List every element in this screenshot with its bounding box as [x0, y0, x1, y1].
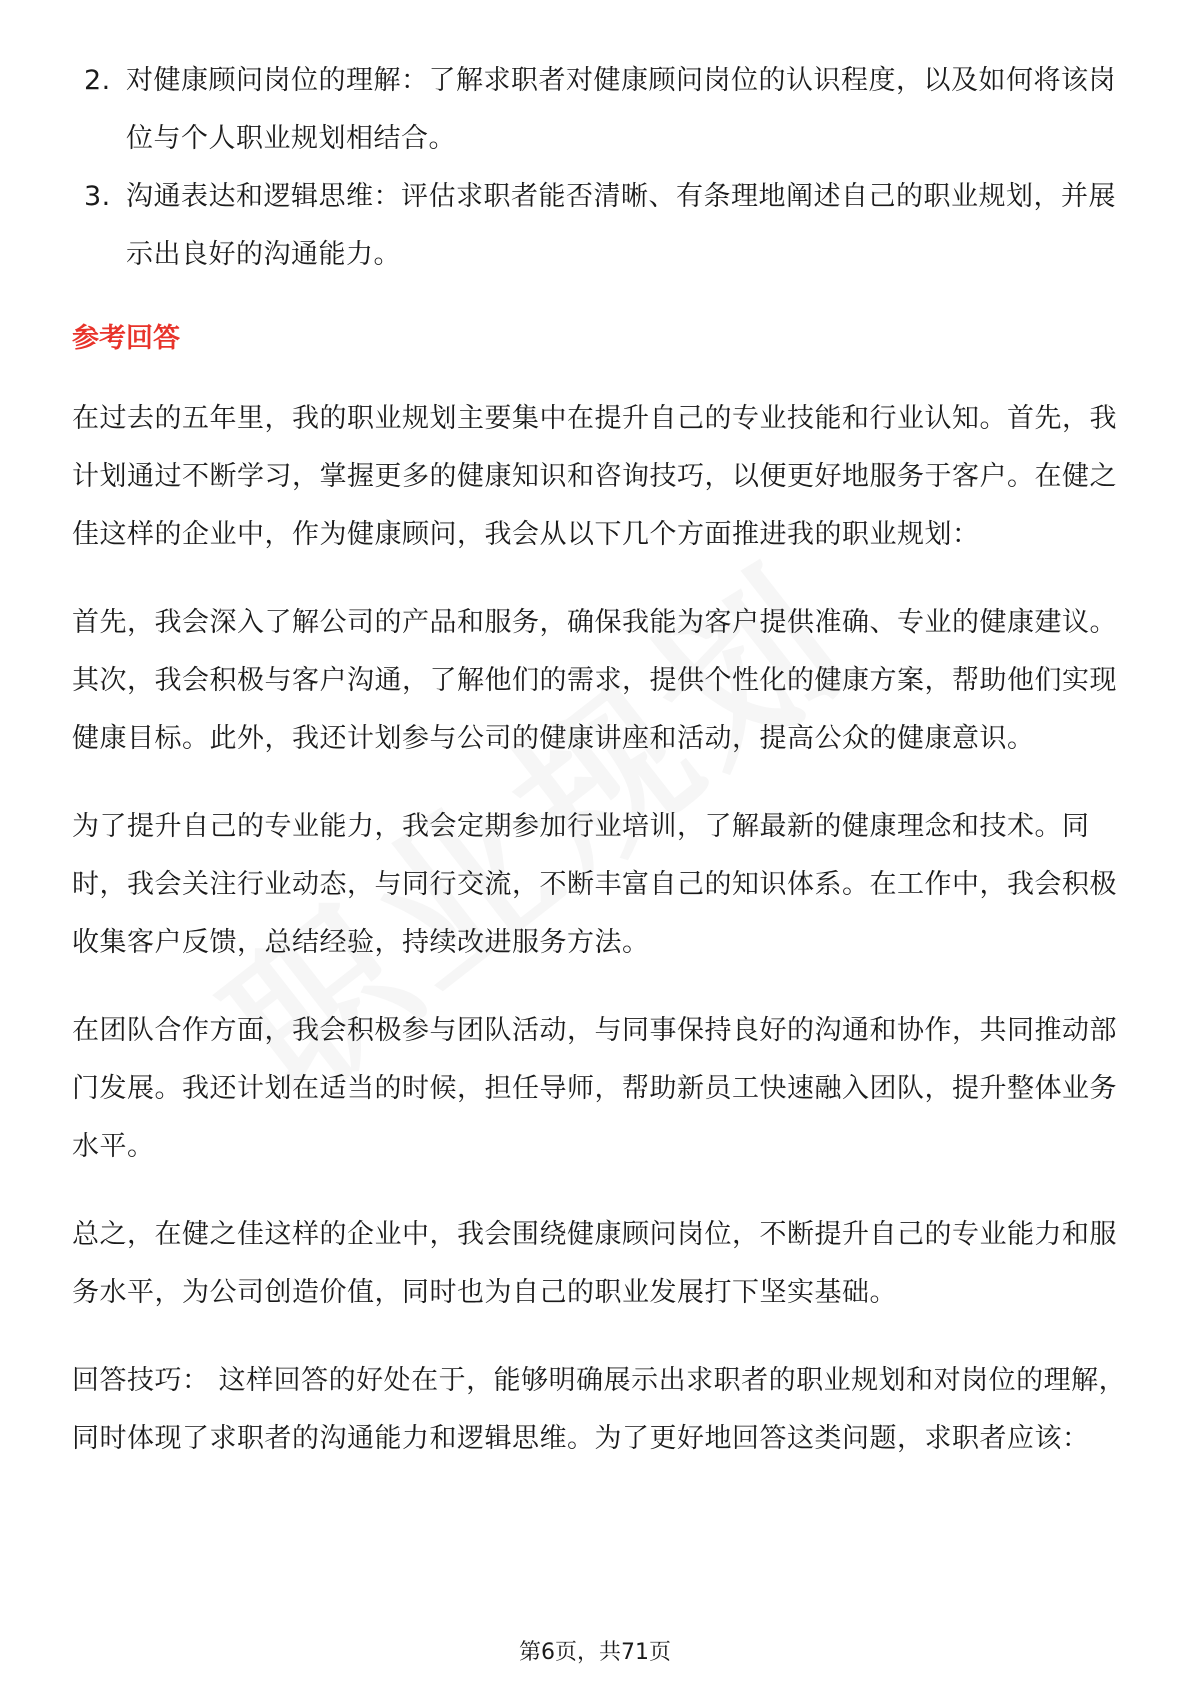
list-item: [72, 52, 1130, 168]
paragraph: 总之，在健之佳这样的企业中，我会围绕健康顾问岗位，不断提升自己的专业能力和服务水平，为公司创造价值，同时也为自己的职业发展打下坚实基础。: [72, 1219, 1117, 1308]
list-item-number: 3.: [84, 181, 111, 212]
paragraph: 在团队合作方面，我会积极参与团队活动，与同事保持良好的沟通和协作，共同推动部门发展。我还计划在适当的时候，担任导师，帮助新员工快速融入团队，提升整体业务水平。: [72, 1015, 1117, 1162]
paragraph: 回答技巧： 这样回答的好处在于，能够明确展示出求职者的职业规划和对岗位的理解，同时体现了求职者的沟通能力和逻辑思维。为了更好地回答这类问题，求职者应该：: [72, 1365, 1127, 1454]
list-item: [72, 168, 1130, 284]
paragraph: 首先，我会深入了解公司的产品和服务，确保我能为客户提供准确、专业的健康建议。其次，我会积极与客户沟通，了解他们的需求，提供个性化的健康方案，帮助他们实现健康目标。此外，我还计划参与公司的健康讲座和活动，提高公众的健康意识。: [72, 607, 1117, 754]
section-title: 参考回答: [72, 323, 180, 354]
paragraph: 在过去的五年里，我的职业规划主要集中在提升自己的专业技能和行业认知。首先，我计划通过不断学习，掌握更多的健康知识和咨询技巧，以便更好地服务于客户。在健之佳这样的企业中，作为健康顾问，我会从以下几个方面推进我的职业规划：: [72, 403, 1117, 550]
paragraph: 为了提升自己的专业能力，我会定期参加行业培训，了解最新的健康理念和技术。同时，我会关注行业动态，与同行交流，不断丰富自己的知识体系。在工作中，我会积极收集客户反馈，总结经验，持续改进服务方法。: [72, 811, 1117, 958]
list-item-number: 2.: [84, 65, 111, 96]
list-item-text: 对健康顾问岗位的理解：了解求职者对健康顾问岗位的认识程度，以及如何将该岗位与个人职业规划相结合。: [126, 65, 1116, 154]
list-item-text: 沟通表达和逻辑思维：评估求职者能否清晰、有条理地阐述自己的职业规划，并展示出良好的沟通能力。: [126, 181, 1116, 270]
page-content: [72, 52, 1130, 1468]
page-number-footer: 第6页，共71页: [519, 1640, 671, 1665]
